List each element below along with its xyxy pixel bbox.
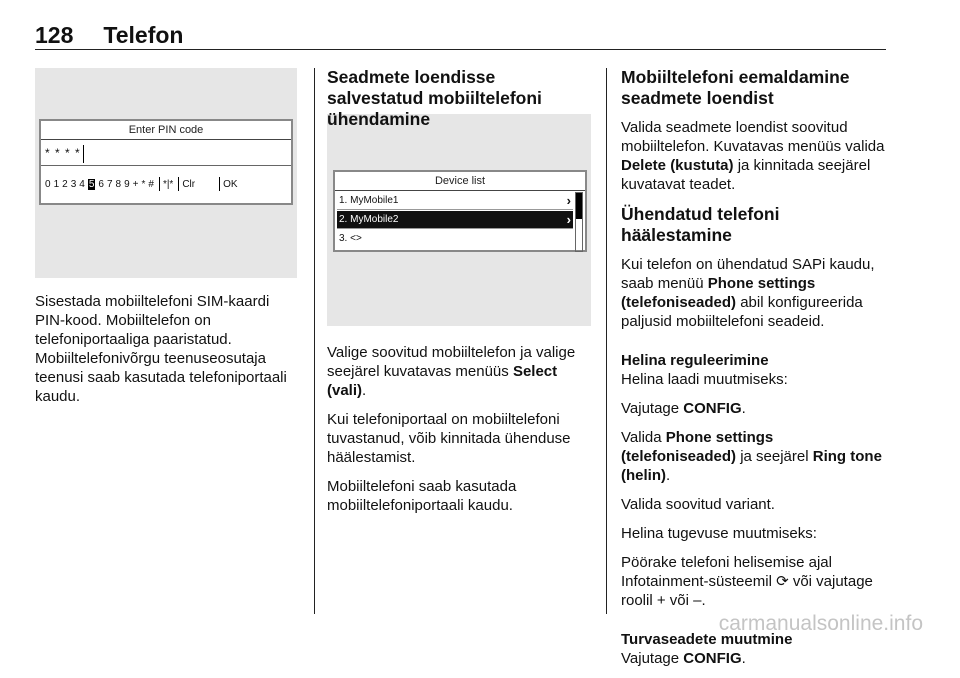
- pin-figure: [35, 68, 297, 278]
- text: või –.: [665, 592, 706, 609]
- divider: [159, 177, 160, 191]
- key[interactable]: 9: [124, 178, 130, 190]
- subheading: Turvaseadete muutmine: [621, 631, 793, 648]
- menu-label: Phone settings (telefoniseaded): [621, 429, 774, 465]
- chevron-right-icon: ›: [566, 212, 571, 227]
- button-label: CONFIG: [683, 400, 742, 417]
- header-rule: [35, 49, 886, 50]
- text: abil konfigureerida paljusid mobiiltelefoni seadeid.: [621, 294, 863, 330]
- text: Vajutage: [621, 650, 684, 667]
- device-name: 2. MyMobile2: [339, 214, 399, 225]
- paragraph: [621, 649, 889, 668]
- paragraph: Sisestada mobiiltelefoni SIM-kaardi PIN-kood. Mobiiltelefon on telefoniportaaliga paaristatud. Mobiiltelefonivõrgu teenuseosutaja teenusi saab kasutada telefoniportaali kaudu.: [35, 293, 287, 405]
- key[interactable]: #: [148, 178, 154, 190]
- subheading: Helina reguleerimine: [621, 352, 769, 369]
- text: .: [362, 382, 367, 399]
- key[interactable]: +: [132, 178, 139, 190]
- backspace-key[interactable]: *|*: [162, 178, 174, 190]
- page-header: [35, 22, 183, 49]
- device-row-selected[interactable]: [337, 211, 573, 229]
- device-list-figure: [327, 114, 591, 326]
- key[interactable]: 7: [106, 178, 113, 190]
- scrollbar[interactable]: [575, 192, 583, 252]
- paragraph: Mobiiltelefoni saab kasutada mobiiltelefoniportaali kaudu.: [327, 478, 517, 514]
- menu-label: Select (vali): [327, 363, 558, 399]
- clr-key[interactable]: Clr: [182, 178, 196, 190]
- key[interactable]: 6: [98, 178, 104, 190]
- divider: [178, 177, 179, 191]
- key[interactable]: *: [141, 178, 146, 190]
- text: .: [741, 650, 746, 667]
- text: Valida seadmete loendist soovitud mobiiltelefon. Kuvatavas menüüs valida: [621, 119, 885, 155]
- text: Pöörake telefoni helisemise ajal Infotainment-süsteemil: [621, 554, 832, 590]
- key-highlighted[interactable]: 5: [88, 178, 95, 190]
- scrollbar-thumb[interactable]: [576, 193, 582, 219]
- menu-label: Delete (kustuta): [621, 157, 734, 174]
- button-label: CONFIG: [683, 650, 742, 667]
- spacer: [621, 341, 889, 351]
- pin-entry: [45, 145, 84, 163]
- paragraph: [621, 118, 889, 194]
- paragraph: [327, 343, 595, 400]
- page-title: Telefon: [103, 22, 184, 48]
- key[interactable]: 8: [115, 178, 122, 190]
- paragraph: Helina tugevuse muutmiseks:: [621, 525, 817, 542]
- device-list-screen: [333, 170, 587, 252]
- device-row[interactable]: [337, 230, 573, 247]
- rotary-knob-icon: ⟳: [776, 573, 789, 590]
- text: .: [741, 400, 746, 417]
- paragraph: [621, 255, 889, 331]
- text: Valige soovitud mobiiltelefon ja valige seejärel kuvatavas menüüs: [327, 344, 576, 380]
- device-list-title: Device list: [335, 172, 585, 191]
- cursor: [83, 145, 84, 163]
- key[interactable]: 2: [62, 178, 68, 190]
- key[interactable]: 0: [45, 178, 51, 190]
- menu-label: Phone settings (telefoniseaded): [621, 275, 816, 311]
- paragraph: Helina laadi muutmiseks:: [621, 371, 788, 388]
- device-row[interactable]: [337, 192, 573, 210]
- text: või vajutage roolil: [621, 573, 873, 609]
- text: .: [666, 467, 671, 484]
- text: Vajutage: [621, 400, 684, 417]
- ok-key[interactable]: OK: [223, 178, 238, 190]
- pin-keypad: [45, 177, 241, 191]
- paragraph: [621, 428, 889, 485]
- device-name: 3. <>: [339, 233, 362, 244]
- section-heading: Ühendatud telefoni häälestamine: [621, 204, 780, 245]
- pin-screen-title: Enter PIN code: [41, 121, 291, 140]
- section-heading: Mobiiltelefoni eemaldamine seadmete loendist: [621, 67, 850, 108]
- paragraph: Valida soovitud variant.: [621, 496, 775, 513]
- key[interactable]: 3: [70, 178, 77, 190]
- divider: [219, 177, 220, 191]
- text: Valida: [621, 429, 666, 446]
- pin-screen: [39, 119, 293, 205]
- column-divider: [606, 68, 607, 614]
- column-divider: [314, 68, 315, 614]
- pin-entry-value: * * * *: [45, 146, 81, 161]
- chevron-right-icon: ›: [566, 193, 571, 208]
- paragraph: [621, 553, 889, 610]
- menu-label: Ring tone (helin): [621, 448, 882, 484]
- column-3: [621, 67, 889, 678]
- column-2-text: [327, 343, 595, 525]
- section-heading: Seadmete loendisse salvestatud mobiiltelefoni ühendamine: [327, 67, 542, 129]
- key[interactable]: 1: [53, 178, 60, 190]
- column-1: [35, 292, 300, 416]
- device-name: 1. MyMobile1: [339, 195, 399, 206]
- page-number: 128: [35, 22, 74, 48]
- paragraph: [621, 399, 889, 418]
- paragraph: Kui telefoniportaal on mobiiltelefoni tuvastanud, võib kinnitada ühenduse häälestamist.: [327, 411, 571, 466]
- text: ja seejärel: [736, 448, 813, 465]
- divider: [41, 165, 291, 166]
- text: Kui telefon on ühendatud SAPi kaudu, saab menüü: [621, 256, 875, 292]
- text: ja kinnitada seejärel kuvatavat teadet.: [621, 157, 871, 193]
- watermark: carmanualsonline.info: [718, 612, 923, 635]
- column-2: [327, 67, 595, 139]
- key[interactable]: 4: [79, 178, 85, 190]
- plus-icon: +: [656, 592, 666, 609]
